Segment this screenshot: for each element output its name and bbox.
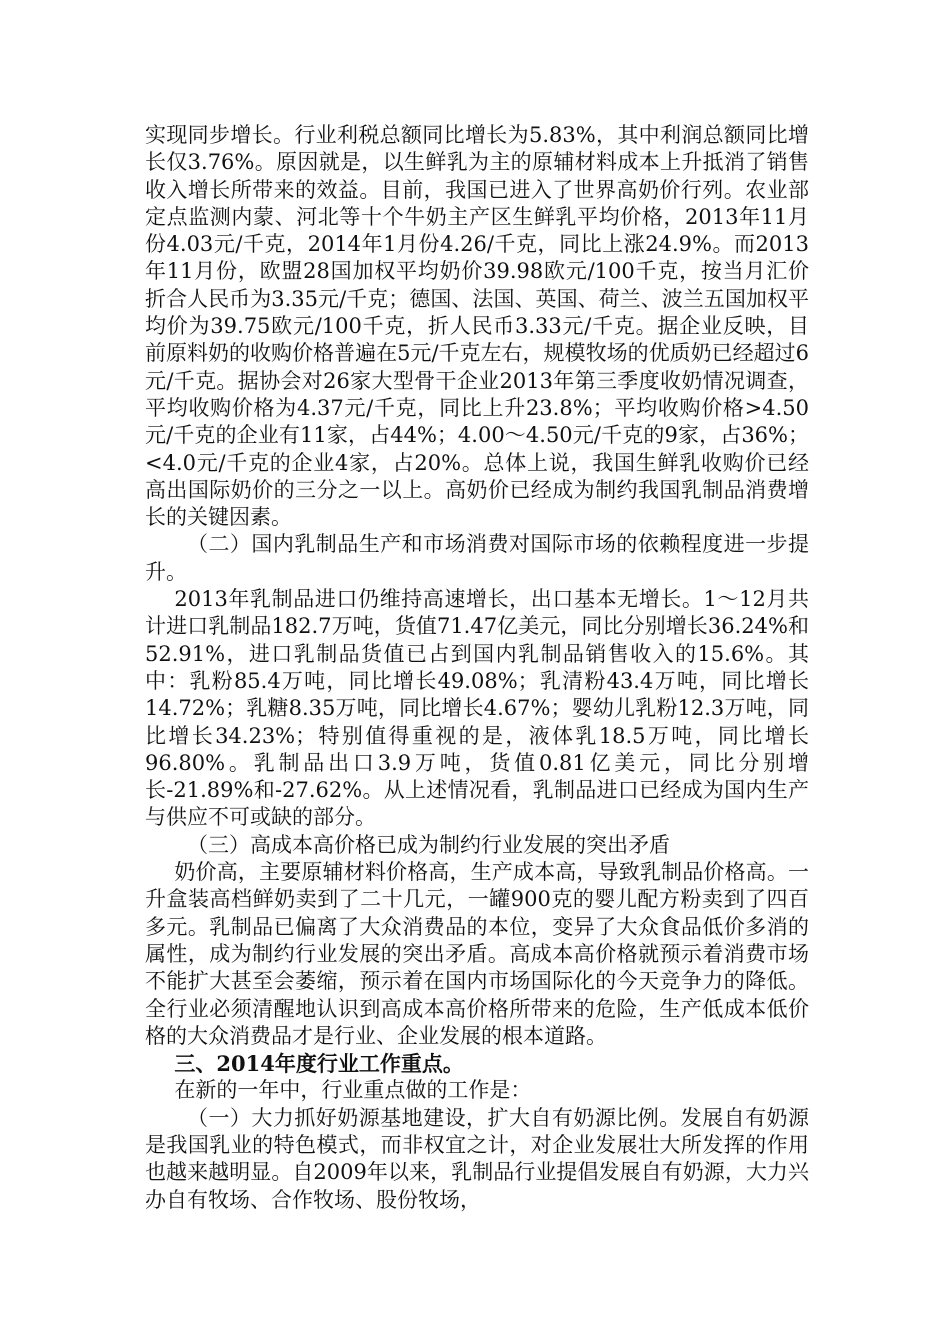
subheading-high-cost: （三）高成本高价格已成为制约行业发展的突出矛盾 <box>187 832 670 857</box>
document-page <box>145 122 809 1214</box>
paragraph-imports: 2013年乳制品进口仍维持高速增长，出口基本无增长。1～12月共计进口乳制品182.7万吨，货值71.47亿美元，同比分别增长36.24%和52.91%，进口乳制品货值已占到国内乳制品销售收入的15.6%。其中：乳粉85.4万吨，同比增长49.08%；乳清粉43.4万吨，同比增长14.72%；乳糖8.35万吨，同比增长4.67%；婴幼儿乳粉12.3万吨，同比增长34.23%；特别值得重视的是，液体乳18.5万吨，同比增长96.80%。乳制品出口3.9万吨，货值0.81亿美元，同比分别增长-21.89%和-27.62%。从上述情况看，乳制品进口已经成为国内生产与供应不可或缺的部分。 <box>145 587 809 830</box>
section-heading-2014-priorities: 三、2014年度行业工作重点。 <box>174 1051 464 1077</box>
paragraph-milk-source: （一）大力抓好奶源基地建设，扩大自有奶源比例。发展自有奶源是我国乳业的特色模式，而非权宜之计，对企业发展壮大所发挥的作用也越来越明显。自2009年以来，乳制品行业提倡发展自有奶源，大力兴办自有牧场、合作牧场、股份牧场， <box>145 1105 809 1212</box>
subheading-import-dependence: （二）国内乳制品生产和市场消费对国际市场的依赖程度进一步提升。 <box>145 532 809 584</box>
paragraph-new-year: 在新的一年中，行业重点做的工作是： <box>174 1078 532 1103</box>
paragraph-milk-price: 实现同步增长。行业利税总额同比增长为5.83%，其中利润总额同比增长仅3.76%。原因就是，以生鲜乳为主的原辅材料成本上升抵消了销售收入增长所带来的效益。目前，我国已进入了世界高奶价行列。农业部定点监测内蒙、河北等十个牛奶主产区生鲜乳平均价格，2013年11月份4.03元/千克，2014年1月份4.26/千克，同比上涨24.9%。而2013年11月份，欧盟28国加权平均奶价39.98欧元/100千克，按当月汇价折合人民币为3.35元/千克；德国、法国、英国、荷兰、波兰五国加权平均价为39.75欧元/100千克，折人民币3.33元/千克。据企业反映，目前原料奶的收购价格普遍在5元/千克左右，规模牧场的优质奶已经超过6元/千克。据协会对26家大型骨干企业2013年第三季度收奶情况调查，平均收购价格为4.37元/千克，同比上升23.8%；平均收购价格>4.50元/千克的企业有11家，占44%；4.00～4.50元/千克的9家，占36%；<4.0元/千克的企业4家，占20%。总体上说，我国生鲜乳收购价已经高出国际奶价的三分之一以上。高奶价已经成为制约我国乳制品消费增长的关键因素。 <box>145 123 809 530</box>
paragraph-high-cost: 奶价高，主要原辅材料价格高，生产成本高，导致乳制品价格高。一升盒装高档鲜奶卖到了二十几元，一罐900克的婴儿配方粉卖到了四百多元。乳制品已偏离了大众消费品的本位，变异了大众食品低价多消的属性，成为制约行业发展的突出矛盾。高成本高价格就预示着消费市场不能扩大甚至会萎缩，预示着在国内市场国际化的今天竞争力的降低。全行业必须清醒地认识到高成本高价格所带来的危险，生产低成本低价格的大众消费品才是行业、企业发展的根本道路。 <box>145 860 809 1048</box>
